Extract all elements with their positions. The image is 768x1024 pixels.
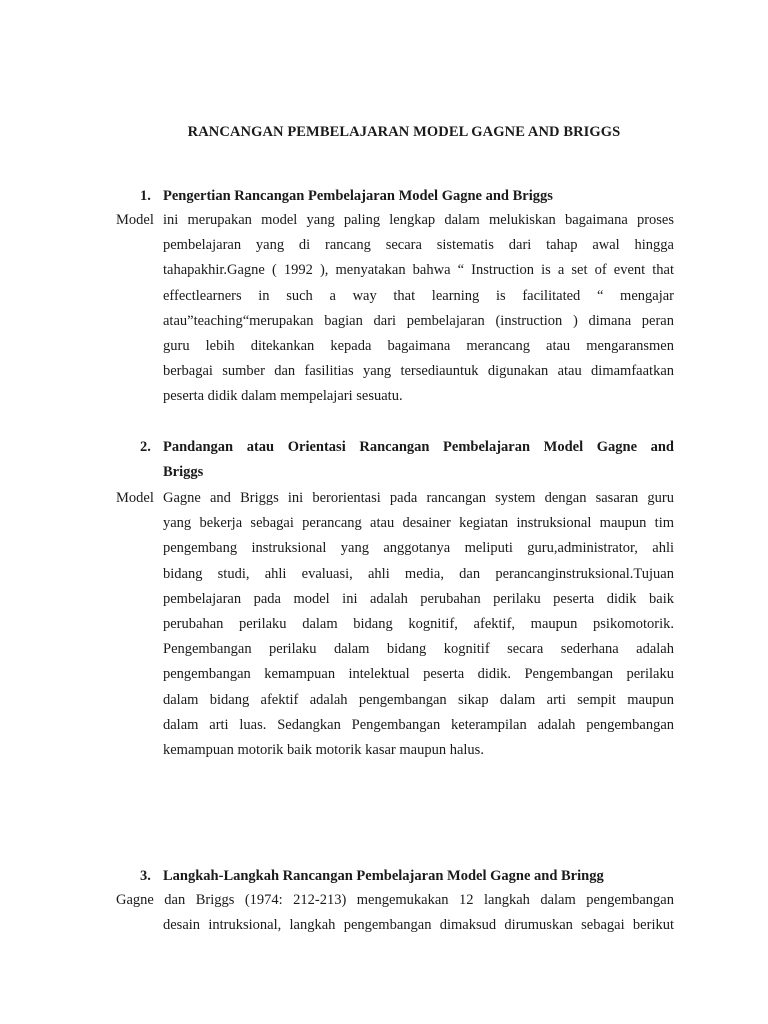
paragraph-line: bidang studi, ahli evaluasi, ahli media, dan perancanginstruksional.Tujuan	[163, 565, 674, 582]
section-heading-text: Langkah-Langkah Rancangan Pembelajaran Model Gagne and Bringg	[163, 868, 604, 884]
section-heading-line-2: Briggs	[163, 464, 204, 480]
paragraph-line: perubahan perilaku dalam bidang kognitif, afektif, maupun psikomotorik.	[163, 616, 674, 632]
paragraph-line: effectlearners in such a way that learning is facilitated “ mengajar	[163, 287, 674, 304]
paragraph-line: desain intruksional, langkah pengembangan dimaksud dirumuskan sebagai berikut	[163, 917, 674, 934]
paragraph-line: pengembang instruksional yang anggotanya meliputi guru,administrator, ahli	[163, 540, 674, 557]
paragraph-line: tahapakhir.Gagne ( 1992 ), menyatakan bahwa “ Instruction is a set of event that	[163, 262, 674, 279]
paragraph-line: dalam bidang afektif adalah pengembangan sikap dalam arti sempit maupun	[163, 691, 674, 708]
section-number: 2.	[140, 439, 151, 455]
section-heading-line-1: Pandangan atau Orientasi Rancangan Pembelajaran Model Gagne and	[163, 439, 674, 455]
paragraph-line: berbagai sumber dan fasilitias yang tersediauntuk digunakan atau dimamfaatkan	[163, 363, 674, 380]
paragraph-line: pembelajaran pada model ini adalah perubahan perilaku peserta didik baik	[163, 590, 674, 607]
paragraph-line: kemampuan motorik baik motorik kasar maupun halus.	[163, 742, 484, 758]
section-number: 1.	[140, 188, 151, 204]
paragraph-line: atau”teaching“merupakan bagian dari pembelajaran (instruction ) dimana peran	[163, 312, 674, 329]
section-3-heading	[140, 864, 674, 889]
paragraph-line: pengembangan kemampuan intelektual peserta didik. Pengembangan perilaku	[163, 666, 674, 683]
paragraph-line: peserta didik dalam mempelajari sesuatu.	[163, 388, 403, 405]
document-title: RANCANGAN PEMBELAJARAN MODEL GAGNE AND BRIGGS	[187, 124, 621, 140]
paragraph-line: Gagne dan Briggs (1974: 212-213) mengemukakan 12 langkah dalam pengembangan	[116, 892, 674, 908]
paragraph-line: Model ini merupakan model yang paling lengkap dalam melukiskan bagaimana proses	[116, 212, 674, 228]
section-number: 3.	[140, 868, 151, 884]
paragraph-line: guru lebih ditekankan kepada bagaimana merancang atau mengaransmen	[163, 338, 674, 354]
section-1-heading	[140, 184, 674, 209]
paragraph-line: pembelajaran yang di rancang secara sistematis dari tahap awal hingga	[163, 237, 674, 254]
paragraph-line: Model Gagne and Briggs ini berorientasi pada rancangan system dengan sasaran guru	[116, 490, 674, 506]
paragraph-line: Pengembangan perilaku dalam bidang kognitif secara sederhana adalah	[163, 641, 674, 658]
section-2-heading	[140, 435, 674, 485]
paragraph-line: dalam arti luas. Sedangkan Pengembangan keterampilan adalah pengembangan	[163, 716, 674, 733]
paragraph-line: yang bekerja sebagai perancang atau desainer kegiatan instruksional maupun tim	[163, 515, 674, 532]
section-heading-text: Pengertian Rancangan Pembelajaran Model Gagne and Briggs	[163, 188, 553, 204]
